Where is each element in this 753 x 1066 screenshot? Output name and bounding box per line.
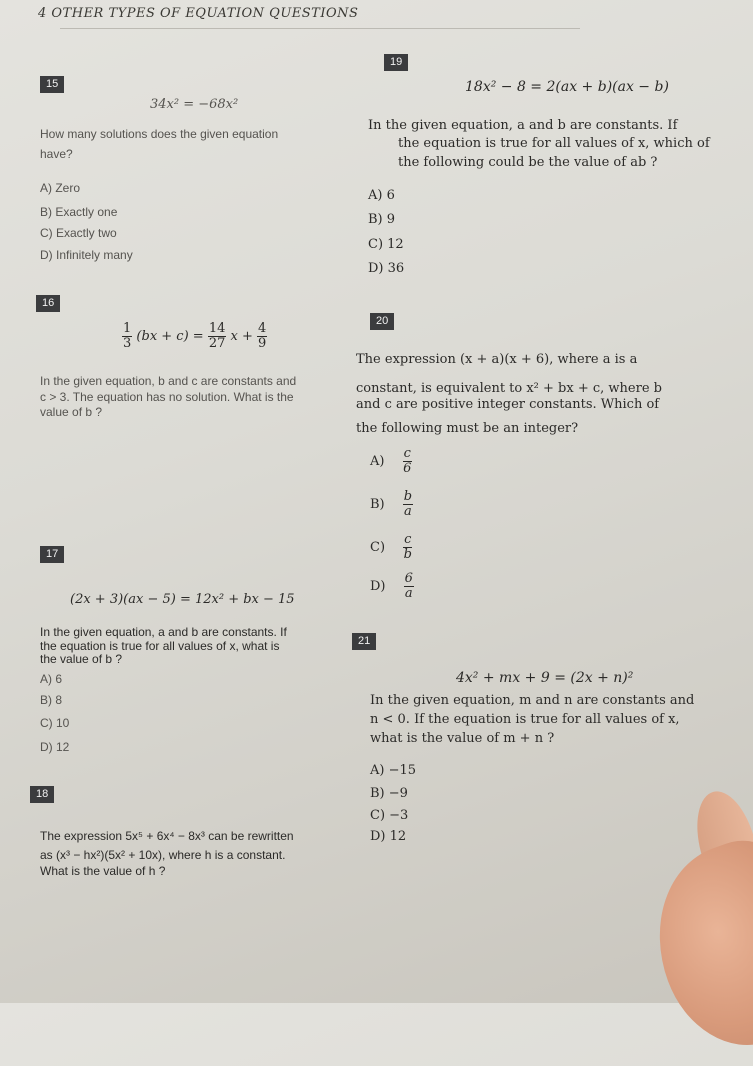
q17-choice-c[interactable]: C) 10 bbox=[40, 716, 70, 730]
q16-stem-line2: c > 3. The equation has no solution. What is the bbox=[40, 390, 294, 404]
q20-stem-line1: The expression (x + a)(x + 6), where a is a bbox=[356, 352, 638, 367]
q20-choice-b[interactable] bbox=[370, 490, 413, 519]
q17-choice-a[interactable]: A) 6 bbox=[40, 672, 63, 686]
q19-choice-b[interactable]: B) 9 bbox=[368, 212, 396, 227]
q20-choice-c-den: b bbox=[403, 547, 412, 562]
q16-equation bbox=[122, 322, 267, 351]
q16-frac2-num: 14 bbox=[208, 321, 226, 336]
q16-frac3-num: 4 bbox=[258, 321, 267, 336]
q16-frac1-num: 1 bbox=[123, 321, 132, 336]
q20-choice-c[interactable] bbox=[370, 533, 412, 562]
q20-choice-d-num: 6 bbox=[404, 571, 413, 586]
q15-stem-line2: have? bbox=[40, 147, 73, 161]
q20-choice-a-den: 6 bbox=[403, 461, 412, 476]
q21-stem-line2: n < 0. If the equation is true for all values of x, bbox=[370, 712, 680, 727]
q20-choice-d-letter: D) bbox=[370, 579, 386, 594]
q18-stem-line2: as (x³ − hx²)(5x² + 10x), where h is a constant. bbox=[40, 848, 286, 862]
q17-choice-d[interactable]: D) 12 bbox=[40, 740, 70, 754]
q16-stem-line3: value of b ? bbox=[40, 405, 103, 419]
q19-stem-line2: the equation is true for all values of x, which of bbox=[398, 136, 710, 151]
q15-equation: 34x² = −68x² bbox=[150, 97, 239, 112]
q19-choice-d[interactable]: D) 36 bbox=[368, 261, 405, 276]
q16-eq-plus: x + bbox=[230, 329, 253, 344]
question-21-number: 21 bbox=[352, 633, 376, 650]
q16-frac2-den: 27 bbox=[208, 336, 226, 351]
q19-choice-c[interactable]: C) 12 bbox=[368, 237, 404, 252]
q21-equation: 4x² + mx + 9 = (2x + n)² bbox=[456, 670, 634, 686]
q19-equation: 18x² − 8 = 2(ax + b)(ax − b) bbox=[465, 79, 669, 95]
q20-choice-d-den: a bbox=[404, 586, 413, 601]
q20-stem-line2: constant, is equivalent to x² + bx + c, where b bbox=[356, 381, 662, 396]
q16-frac1-den: 3 bbox=[123, 336, 132, 351]
question-20-number: 20 bbox=[370, 313, 394, 330]
q15-choice-d[interactable]: D) Infinitely many bbox=[40, 248, 133, 262]
q17-stem-line1: In the given equation, a and b are constants. If bbox=[40, 625, 287, 639]
q16-stem-line1: In the given equation, b and c are constants and bbox=[40, 374, 297, 388]
q20-choice-a[interactable] bbox=[370, 447, 412, 476]
section-header: 4 OTHER TYPES OF EQUATION QUESTIONS bbox=[38, 6, 359, 21]
q20-stem-line3: and c are positive integer constants. Which of bbox=[356, 397, 660, 412]
question-16-number: 16 bbox=[36, 295, 60, 312]
question-15-number: 15 bbox=[40, 76, 64, 93]
header-rule bbox=[60, 28, 580, 29]
q19-choice-a[interactable]: A) 6 bbox=[368, 188, 395, 203]
q15-choice-b[interactable]: B) Exactly one bbox=[40, 205, 118, 219]
q20-choice-c-num: c bbox=[404, 532, 412, 547]
question-18-number: 18 bbox=[30, 786, 54, 803]
question-17-number: 17 bbox=[40, 546, 64, 563]
q19-stem-line3: the following could be the value of ab ? bbox=[398, 155, 658, 170]
q15-choice-c[interactable]: C) Exactly two bbox=[40, 226, 117, 240]
q20-choice-b-num: b bbox=[403, 489, 413, 504]
q20-choice-d[interactable] bbox=[370, 572, 414, 601]
q17-equation: (2x + 3)(ax − 5) = 12x² + bx − 15 bbox=[70, 592, 295, 607]
q20-choice-b-den: a bbox=[404, 504, 412, 519]
q21-choice-a[interactable]: A) −15 bbox=[370, 763, 417, 778]
hand-decoration bbox=[631, 824, 753, 1066]
q18-stem-line1: The expression 5x⁵ + 6x⁴ − 8x³ can be rewritten bbox=[40, 829, 294, 843]
q15-stem-line1: How many solutions does the given equation bbox=[40, 127, 279, 141]
q21-choice-d[interactable]: D) 12 bbox=[370, 829, 407, 844]
q17-stem-line2: the equation is true for all values of x, what is bbox=[40, 639, 280, 653]
q16-eq-mid: (bx + c) = bbox=[136, 329, 204, 344]
q20-stem-line4: the following must be an integer? bbox=[356, 421, 579, 436]
q21-stem-line3: what is the value of m + n ? bbox=[370, 731, 555, 746]
q17-choice-b[interactable]: B) 8 bbox=[40, 693, 63, 707]
q19-stem-line1: In the given equation, a and b are constants. If bbox=[368, 118, 678, 133]
q20-choice-b-letter: B) bbox=[370, 497, 385, 512]
q17-stem-line3: the value of b ? bbox=[40, 652, 123, 666]
question-19-number: 19 bbox=[384, 54, 408, 71]
q20-choice-c-letter: C) bbox=[370, 540, 386, 555]
q18-stem-line3: What is the value of h ? bbox=[40, 864, 166, 878]
q20-choice-a-letter: A) bbox=[370, 454, 385, 469]
q21-choice-b[interactable]: B) −9 bbox=[370, 786, 408, 801]
q21-choice-c[interactable]: C) −3 bbox=[370, 808, 409, 823]
q15-choice-a[interactable]: A) Zero bbox=[40, 181, 81, 195]
q20-choice-a-num: c bbox=[403, 446, 411, 461]
q16-frac3-den: 9 bbox=[258, 336, 267, 351]
q21-stem-line1: In the given equation, m and n are constants and bbox=[370, 693, 695, 708]
